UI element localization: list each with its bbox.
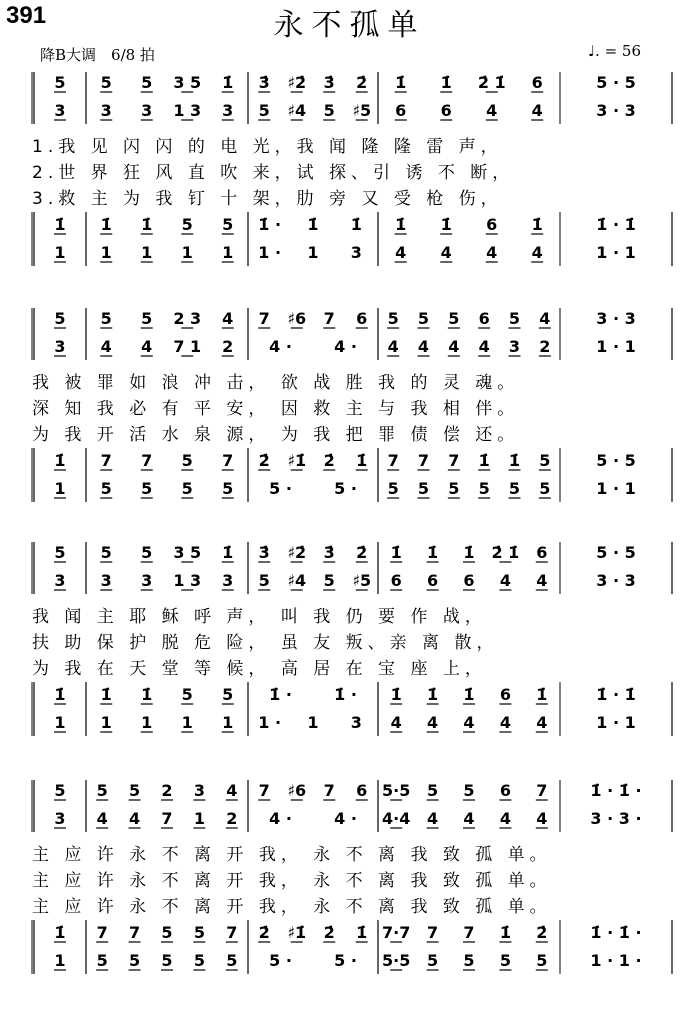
- soprano-note: 5: [448, 309, 460, 328]
- tenor-note: 1̇: [100, 215, 112, 234]
- soprano-note: 6: [536, 543, 548, 562]
- bass-note: 5: [100, 479, 112, 498]
- alto-note: 4: [96, 809, 108, 828]
- soprano-note: 1̇: [463, 543, 475, 562]
- soprano-note: 2̇ 1̇: [491, 543, 520, 562]
- alto-note: ♯4: [287, 101, 307, 120]
- bass-note: 1: [54, 713, 66, 732]
- soprano-note: 5 · 5: [596, 543, 636, 562]
- tenor-note: 7: [427, 923, 439, 942]
- tenor-note: 7: [448, 451, 460, 470]
- tenor-note: 7·7: [382, 923, 411, 942]
- tenor-note: 1̇ · 1̇: [596, 685, 636, 704]
- soprano-note: 5: [387, 309, 399, 328]
- alto-note: 4: [129, 809, 141, 828]
- bass-note: 5: [499, 951, 511, 970]
- soprano-note: 5: [417, 309, 430, 328]
- tenor-note: 1̇: [508, 451, 521, 470]
- bass-note: 4: [536, 713, 548, 732]
- alto-note: 6: [395, 101, 407, 120]
- tenor-note: 1̇: [478, 451, 490, 470]
- bass-note: 4: [486, 243, 498, 262]
- lyric-line: 为 我 在 天 堂 等 候， 高 居 在 宝 座 上，: [32, 659, 487, 679]
- tenor-note: 1̇: [54, 451, 66, 470]
- alto-note: 6: [440, 101, 452, 120]
- bass-note: 4: [395, 243, 407, 262]
- bass-note: 1 · 1: [596, 479, 636, 498]
- alto-note: ♯5: [352, 571, 372, 590]
- alto-note: 4 ·: [334, 337, 357, 356]
- alto-note: 3: [54, 809, 66, 828]
- soprano-note: 1̇: [395, 73, 407, 92]
- tenor-note: 7: [100, 451, 112, 470]
- soprano-note: 7: [258, 309, 270, 328]
- tenor-note: 5: [181, 451, 193, 470]
- soprano-note: 5: [141, 73, 153, 92]
- tenor-note: 7: [417, 451, 430, 470]
- bass-note: 5 ·: [269, 479, 292, 498]
- alto-note: ♯4: [287, 571, 307, 590]
- soprano-note: 2 3: [173, 309, 202, 328]
- alto-note: 5: [258, 571, 270, 590]
- tenor-note: 1̇ · 1̇ ·: [590, 923, 642, 942]
- bass-note: 1 ·: [258, 243, 282, 262]
- soprano-note: 3: [193, 781, 205, 800]
- lyric-line: 3.救 主 为 我 钉 十 架，肋 旁 又 受 枪 伤，: [32, 189, 503, 209]
- soprano-note: 7: [323, 781, 335, 800]
- bass-note: 1: [54, 951, 66, 970]
- lyric-line: 我 被 罪 如 浪 冲 击， 欲 战 胜 我 的 灵 魂。: [32, 373, 520, 393]
- soprano-note: 5: [54, 781, 66, 800]
- alto-note: 5: [323, 101, 335, 120]
- alto-note: 7 1: [173, 337, 202, 356]
- soprano-note: 5: [96, 781, 108, 800]
- soprano-note: 5: [100, 543, 112, 562]
- key-and-meter: 降B大调 6/8 拍: [40, 46, 155, 64]
- bass-note: 1: [100, 713, 112, 732]
- soprano-note: 3̇: [323, 543, 335, 562]
- bass-note: 4: [499, 713, 511, 732]
- tenor-note: 6: [499, 685, 511, 704]
- tenor-note: 1̇ ·: [334, 685, 357, 704]
- bass-note: 5: [181, 479, 193, 498]
- alto-note: 4: [100, 337, 112, 356]
- tenor-note: 1̇: [141, 215, 153, 234]
- tenor-note: 7: [226, 923, 238, 942]
- tenor-note: ♯1̇: [287, 451, 307, 470]
- alto-note: 5: [258, 101, 270, 120]
- tenor-note: 7: [463, 923, 475, 942]
- soprano-note: 3̇: [258, 543, 270, 562]
- alto-note: 4 ·: [269, 337, 292, 356]
- alto-note: 4: [141, 337, 153, 356]
- tenor-note: 5: [222, 215, 234, 234]
- tempo-marking: ♩. = 56: [587, 42, 641, 60]
- bass-note: 1: [222, 713, 234, 732]
- alto-note: 6: [390, 571, 402, 590]
- bass-note: 5: [161, 951, 173, 970]
- alto-note: 4: [387, 337, 399, 356]
- soprano-note: 3̇: [258, 73, 270, 92]
- tenor-note: 1̇: [463, 685, 475, 704]
- alto-note: 7: [161, 809, 173, 828]
- tenor-note: 1̇: [100, 685, 112, 704]
- soprano-note: 5: [54, 309, 66, 328]
- alto-note: 4: [531, 101, 543, 120]
- alto-note: 4: [499, 809, 511, 828]
- soprano-note: 3 · 3: [596, 309, 636, 328]
- alto-note: 4: [427, 809, 439, 828]
- bass-note: 5: [96, 951, 108, 970]
- soprano-note: 6: [356, 309, 368, 328]
- tenor-note: 1̇ · 1̇: [596, 215, 636, 234]
- alto-note: 3 · 3: [596, 101, 636, 120]
- alto-note: 2: [539, 337, 551, 356]
- tenor-note: 1̇: [356, 451, 368, 470]
- alto-note: 3: [141, 101, 153, 120]
- alto-note: 3: [222, 571, 234, 590]
- tenor-note: 2̇: [323, 923, 335, 942]
- soprano-note: 1̇: [222, 543, 234, 562]
- tenor-note: 1̇: [395, 215, 407, 234]
- alto-note: 4: [499, 571, 511, 590]
- lyric-line: 1.我 见 闪 闪 的 电 光，我 闻 隆 隆 雷 声，: [32, 137, 503, 157]
- soprano-note: 5: [427, 781, 439, 800]
- bass-note: 1 · 1: [596, 713, 636, 732]
- bass-note: 5: [539, 479, 551, 498]
- soprano-note: 5: [508, 309, 521, 328]
- bass-note: 1: [54, 479, 66, 498]
- alto-note: 3: [54, 337, 66, 356]
- tenor-note: 5 · 5: [596, 451, 636, 470]
- soprano-note: 2: [161, 781, 173, 800]
- tenor-note: 7: [129, 923, 141, 942]
- tenor-note: 2̇: [258, 451, 270, 470]
- bass-note: 5 ·: [269, 951, 292, 970]
- bass-note: 3: [350, 243, 362, 262]
- tenor-note: 1̇: [440, 215, 452, 234]
- alto-note: 1 3: [173, 571, 202, 590]
- bass-note: 4: [390, 713, 402, 732]
- soprano-note: 7: [258, 781, 270, 800]
- alto-note: 6: [427, 571, 439, 590]
- bass-note: 1: [181, 713, 193, 732]
- bass-note: 5: [417, 479, 430, 498]
- soprano-note: 6: [499, 781, 511, 800]
- soprano-note: 5: [100, 73, 112, 92]
- alto-note: 3 · 3: [596, 571, 636, 590]
- soprano-note: 1̇ · 1̇ ·: [590, 781, 642, 800]
- alto-note: 4 ·: [334, 809, 357, 828]
- bass-note: 3: [350, 713, 362, 732]
- bass-note: 5 ·: [334, 951, 357, 970]
- tenor-note: 1̇: [54, 215, 66, 234]
- tenor-note: 1̇: [536, 685, 548, 704]
- tenor-note: 5: [222, 685, 234, 704]
- tenor-note: 1̇: [356, 923, 368, 942]
- soprano-note: 1̇: [440, 73, 452, 92]
- soprano-note: 5: [463, 781, 475, 800]
- tenor-note: 1̇: [499, 923, 511, 942]
- bass-note: 1: [222, 243, 234, 262]
- soprano-note: 5: [141, 543, 153, 562]
- bass-note: 1: [141, 713, 153, 732]
- soprano-note: 1̇: [222, 73, 234, 92]
- alto-note: 4: [536, 571, 548, 590]
- bass-note: 4: [463, 713, 475, 732]
- soprano-note: 6: [478, 309, 490, 328]
- bass-note: 1 · 1: [596, 243, 636, 262]
- bass-note: 1: [307, 243, 319, 262]
- tenor-note: 1̇: [307, 215, 319, 234]
- alto-note: 3: [222, 101, 234, 120]
- soprano-note: 5: [54, 73, 66, 92]
- alto-note: 4: [463, 809, 475, 828]
- soprano-note: 7: [536, 781, 548, 800]
- bass-note: 1: [54, 243, 66, 262]
- lyric-line: 2.世 界 狂 风 直 吹 来，试 探、引 诱 不 断，: [32, 163, 515, 183]
- alto-note: 4·4: [382, 809, 411, 828]
- tenor-note: 2̇: [536, 923, 548, 942]
- lyric-line: 主 应 许 永 不 离 开 我， 永 不 离 我 致 孤 单。: [32, 897, 552, 917]
- bass-note: 1: [141, 243, 153, 262]
- alto-note: 3: [141, 571, 153, 590]
- bass-note: 5: [478, 479, 490, 498]
- tenor-note: 1̇: [54, 685, 66, 704]
- alto-note: 1: [193, 809, 205, 828]
- tenor-note: ♯1̇: [287, 923, 307, 942]
- lyric-line: 深 知 我 必 有 平 安， 因 救 主 与 我 相 伴。: [32, 399, 520, 419]
- tenor-note: 7: [96, 923, 108, 942]
- alto-note: 4: [486, 101, 498, 120]
- tenor-note: 5: [181, 215, 193, 234]
- tenor-note: 1̇ ·: [258, 215, 282, 234]
- alto-note: 4: [448, 337, 460, 356]
- soprano-note: 4: [226, 781, 238, 800]
- bass-note: 5: [427, 951, 439, 970]
- soprano-note: 4: [539, 309, 551, 328]
- soprano-note: 3̇: [323, 73, 335, 92]
- bass-note: 1: [307, 713, 319, 732]
- bass-note: 5: [387, 479, 399, 498]
- tenor-note: 6: [486, 215, 498, 234]
- alto-note: 3: [100, 571, 112, 590]
- tenor-note: 5: [161, 923, 173, 942]
- bass-note: 4: [427, 713, 439, 732]
- soprano-note: 5 · 5: [596, 73, 636, 92]
- soprano-note: 5·5: [382, 781, 411, 800]
- tenor-note: 5: [539, 451, 551, 470]
- bass-note: 5: [222, 479, 234, 498]
- tenor-note: 1̇ ·: [269, 685, 292, 704]
- soprano-note: 1̇: [427, 543, 439, 562]
- alto-note: 4: [417, 337, 430, 356]
- soprano-note: ♯6: [287, 309, 307, 328]
- alto-note: 2: [226, 809, 238, 828]
- bass-note: 5: [448, 479, 460, 498]
- bass-note: 5 ·: [334, 479, 357, 498]
- bass-note: 5: [536, 951, 548, 970]
- tenor-note: 7: [387, 451, 399, 470]
- alto-note: 1 3: [173, 101, 202, 120]
- tenor-note: 7: [222, 451, 234, 470]
- alto-note: 1 · 1: [596, 337, 636, 356]
- soprano-note: 4: [222, 309, 234, 328]
- bass-note: 5·5: [382, 951, 411, 970]
- hymn-title: 永不孤单: [273, 8, 426, 43]
- bass-note: 1: [181, 243, 193, 262]
- tenor-note: 7: [141, 451, 153, 470]
- soprano-note: ♯2̇: [287, 73, 307, 92]
- lyric-line: 主 应 许 永 不 离 开 我， 永 不 离 我 致 孤 单。: [32, 871, 552, 891]
- tenor-note: 2̇: [323, 451, 335, 470]
- soprano-note: ♯6: [287, 781, 307, 800]
- bass-note: 4: [531, 243, 543, 262]
- soprano-note: 3 5: [173, 73, 202, 92]
- alto-note: 3: [508, 337, 521, 356]
- alto-note: 4: [478, 337, 490, 356]
- hymn-number: 391: [6, 2, 47, 29]
- tenor-note: 5: [181, 685, 193, 704]
- soprano-note: 6: [356, 781, 368, 800]
- bass-note: 5: [463, 951, 475, 970]
- tenor-note: 5: [193, 923, 205, 942]
- bass-note: 1 · 1 ·: [590, 951, 642, 970]
- alto-note: 3: [100, 101, 112, 120]
- soprano-note: 3 5: [173, 543, 202, 562]
- soprano-note: 2̇: [356, 73, 368, 92]
- alto-note: 4 ·: [269, 809, 292, 828]
- alto-note: 5: [323, 571, 335, 590]
- soprano-note: 2̇ 1̇: [477, 73, 506, 92]
- alto-note: 3 · 3 ·: [590, 809, 642, 828]
- tenor-note: 1̇: [390, 685, 402, 704]
- tenor-note: 1̇: [350, 215, 362, 234]
- alto-note: ♯5: [352, 101, 372, 120]
- bass-note: 5: [193, 951, 205, 970]
- bass-note: 1 ·: [258, 713, 282, 732]
- bass-note: 5: [226, 951, 238, 970]
- alto-note: 4: [536, 809, 548, 828]
- lyric-line: 扶 助 保 护 脱 危 险， 虽 友 叛、亲 离 散，: [32, 633, 499, 653]
- soprano-note: 1̇: [390, 543, 402, 562]
- bass-note: 4: [440, 243, 452, 262]
- tenor-note: 2̇: [258, 923, 270, 942]
- bass-note: 1: [100, 243, 112, 262]
- alto-note: 2: [222, 337, 234, 356]
- soprano-note: 6: [531, 73, 543, 92]
- alto-note: 6: [463, 571, 475, 590]
- soprano-note: 5: [54, 543, 66, 562]
- lyric-line: 我 闻 主 耶 稣 呼 声， 叫 我 仍 要 作 战，: [32, 607, 487, 627]
- lyric-line: 主 应 许 永 不 离 开 我， 永 不 离 我 致 孤 单。: [32, 845, 552, 865]
- bass-note: 5: [508, 479, 521, 498]
- tenor-note: 1̇: [54, 923, 66, 942]
- tenor-note: 1̇: [141, 685, 153, 704]
- bass-note: 5: [141, 479, 153, 498]
- soprano-note: 7: [323, 309, 335, 328]
- soprano-note: ♯2̇: [287, 543, 307, 562]
- alto-note: 3: [54, 571, 66, 590]
- soprano-note: 5: [141, 309, 153, 328]
- tenor-note: 1̇: [531, 215, 543, 234]
- soprano-note: 5: [100, 309, 112, 328]
- soprano-note: 5: [129, 781, 141, 800]
- lyric-line: 为 我 开 活 水 泉 源， 为 我 把 罪 债 偿 还。: [32, 425, 520, 445]
- tenor-note: 1̇: [427, 685, 439, 704]
- soprano-note: 2̇: [356, 543, 368, 562]
- alto-note: 3: [54, 101, 66, 120]
- bass-note: 5: [129, 951, 141, 970]
